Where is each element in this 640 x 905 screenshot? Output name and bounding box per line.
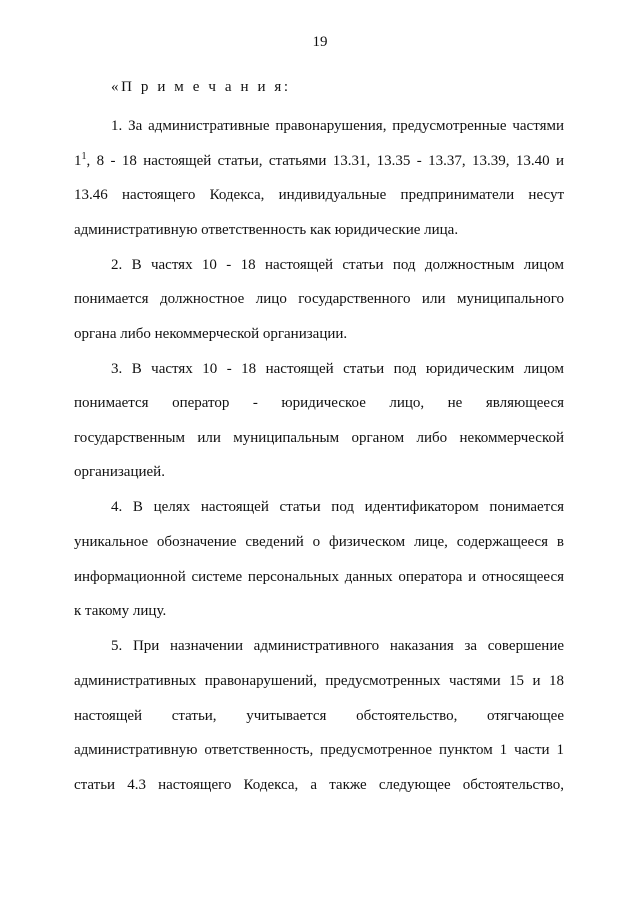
note-1-line-4: административную ответственность как юридические лица. <box>74 222 459 238</box>
note-3-line-4: организацией. <box>74 464 165 480</box>
note-1-line-2-rest: , 8 - 18 настоящей статьи, статьями 13.31, 13.35 - 13.37, 13.39, 13.40 и <box>86 153 564 169</box>
note-2-line-2: понимается должностное лицо государственного или муниципального <box>74 291 564 307</box>
note-5-line-3: настоящей статьи, учитывается обстоятельство, отягчающее <box>74 708 564 724</box>
note-4-line-3: информационной системе персональных данных оператора и относящееся <box>74 569 564 585</box>
note-1-line-1: 1. За административные правонарушения, предусмотренные частями <box>111 118 564 134</box>
note-3-line-1: 3. В частях 10 - 18 настоящей статьи под юридическим лицом <box>111 361 564 377</box>
note-2-line-3: органа либо некоммерческой организации. <box>74 326 348 342</box>
note-5-line-1: 5. При назначении административного наказания за совершение <box>111 638 564 654</box>
note-4-line-2: уникальное обозначение сведений о физическом лице, содержащееся в <box>74 534 564 550</box>
page-number: 19 <box>312 34 328 50</box>
note-5-line-4: административную ответственность, предусмотренное пунктом 1 части 1 <box>74 742 564 758</box>
note-5-line-2: административных правонарушений, предусмотренных частями 15 и 18 <box>74 673 564 689</box>
note-1-number-base: 1 <box>74 153 82 169</box>
notes-heading: «П р и м е ч а н и я: <box>111 79 291 95</box>
footnote-superscript: 1 <box>81 151 87 162</box>
note-2-line-1: 2. В частях 10 - 18 настоящей статьи под должностным лицом <box>111 257 564 273</box>
note-4-line-1: 4. В целях настоящей статьи под идентификатором понимается <box>111 499 564 515</box>
note-3-line-2: понимается оператор - юридическое лицо, не являющееся <box>74 395 564 411</box>
note-1-line-2 <box>74 151 564 171</box>
note-3-line-3: государственным или муниципальным органом либо некоммерческой <box>74 430 564 446</box>
note-5-line-5: статьи 4.3 настоящего Кодекса, а также следующее обстоятельство, <box>74 777 564 793</box>
note-4-line-4: к такому лицу. <box>74 603 167 619</box>
note-1-line-3: 13.46 настоящего Кодекса, индивидуальные предприниматели несут <box>74 187 564 203</box>
